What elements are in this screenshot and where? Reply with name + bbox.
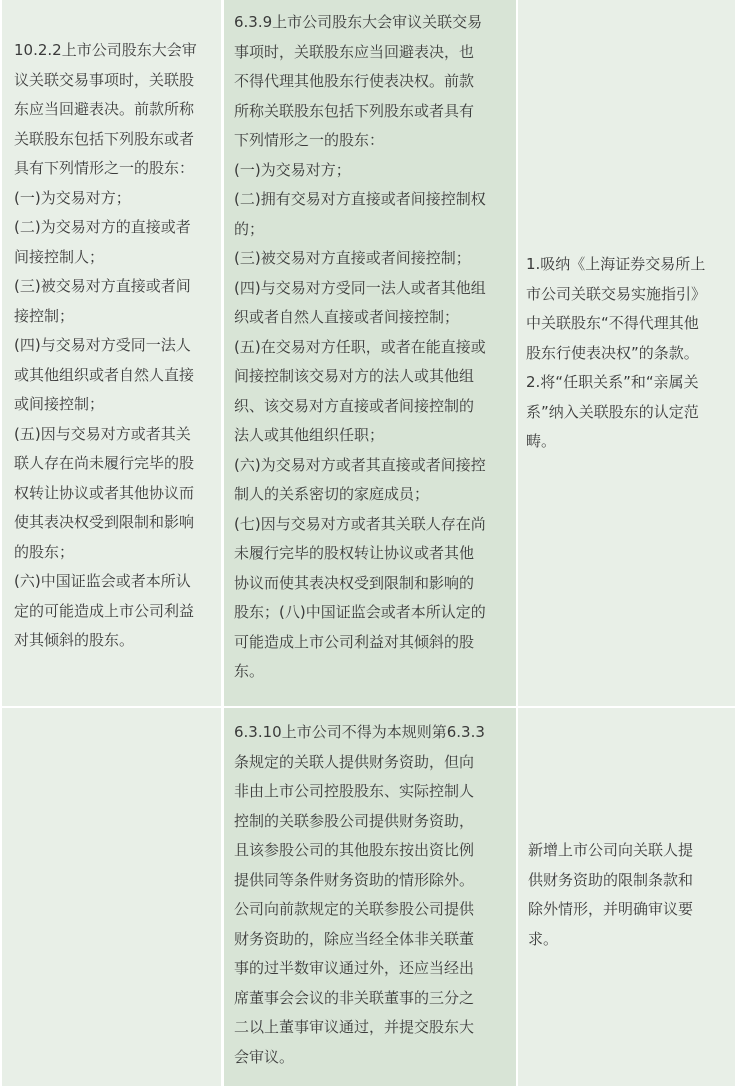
text-line: 权转让协议或者其他协议而 <box>14 483 195 502</box>
text-line: 对其倾斜的股东。 <box>14 631 135 649</box>
text-line: 10.2.2上市公司股东大会审 <box>14 41 197 59</box>
text-line: 中关联股东“不得代理其他 <box>526 314 699 332</box>
text-line: (六)为交易对方或者其直接或者间接控 <box>234 455 486 474</box>
text-line: 间接控制人； <box>14 247 105 266</box>
text-line: (三)被交易对方直接或者间 <box>14 277 191 295</box>
text-line: 议关联交易事项时，关联股 <box>14 70 195 89</box>
text-line: 席董事会会议的非关联董事的三分之 <box>234 988 475 1007</box>
text-line: (四)与交易对方受同一法人 <box>14 336 191 354</box>
text-line: 使其表决权受到限制和影响 <box>14 513 195 531</box>
text-line: 股东；(八)中国证监会或者本所认定的 <box>234 603 486 621</box>
text-line: 2.将“任职关系”和“亲属关 <box>526 373 699 391</box>
text-line: 定的可能造成上市公司利益 <box>14 601 195 620</box>
text-line: (七)因与交易对方或者其关联人存在尚 <box>234 514 486 533</box>
text-line: 联人存在尚未履行完毕的股 <box>14 454 195 472</box>
text-line: 不得代理其他股东行使表决权。前款 <box>234 72 475 90</box>
text-line: (一)为交易对方； <box>234 160 351 179</box>
text-line: 或间接控制； <box>14 395 105 413</box>
text-line: (四)与交易对方受同一法人或者其他组 <box>234 278 486 297</box>
text-line: 事的过半数审议通过外，还应当经出 <box>234 959 475 977</box>
text-line: 下列情形之一的股东： <box>234 131 385 149</box>
text-line: 可能造成上市公司利益对其倾斜的股 <box>234 632 475 651</box>
text-line: 求。 <box>528 929 559 948</box>
text-line: 控制的关联参股公司提供财务资助， <box>234 811 475 830</box>
text-line: 会审议。 <box>234 1047 295 1066</box>
text-line: 协议而使其表决权受到限制和影响的 <box>234 573 475 592</box>
text-line: 东。 <box>234 662 265 680</box>
text-line: 织、该交易对方直接或者间接控制的 <box>234 396 475 415</box>
note-cell <box>518 0 735 706</box>
text-line: 未履行完毕的股权转让协议或者其他 <box>234 544 475 562</box>
new-rule-cell <box>224 0 516 706</box>
text-line: 股东行使表决权”的条款。 <box>526 343 699 362</box>
text-line: 供财务资助的限制条款和 <box>528 870 694 889</box>
text-line: 织或者自然人直接或者间接控制； <box>234 308 460 326</box>
text-line: 6.3.10上市公司不得为本规则第6.3.3 <box>234 723 485 741</box>
text-line: (五)在交易对方任职，或者在能直接或 <box>234 337 486 356</box>
text-line: 公司向前款规定的关联参股公司提供 <box>234 900 475 918</box>
text-line: 事项时，关联股东应当回避表决，也 <box>234 42 475 61</box>
text-line: 或其他组织或者自然人直接 <box>14 365 195 384</box>
text-line: 且该参股公司的其他股东按出资比例 <box>234 841 475 859</box>
text-line: (二)为交易对方的直接或者 <box>14 218 191 236</box>
text-line: 东应当回避表决。前款所称 <box>14 100 195 118</box>
text-line: 市公司关联交易实施指引》 <box>526 284 707 303</box>
text-line: 6.3.9上市公司股东大会审议关联交易 <box>234 13 483 31</box>
text-line: 法人或其他组织任职； <box>234 426 385 444</box>
table-row <box>0 708 737 1086</box>
new-rule-cell <box>224 708 516 1086</box>
text-line: 关联股东包括下列股东或者 <box>14 129 195 148</box>
text-line: 新增上市公司向关联人提 <box>528 841 694 859</box>
text-line: (一)为交易对方； <box>14 188 131 207</box>
text-line: 的； <box>234 219 265 238</box>
text-line: (六)中国证监会或者本所认 <box>14 572 191 590</box>
text-line: 畴。 <box>526 432 557 450</box>
text-line: 除外情形，并明确审议要 <box>528 900 694 918</box>
text-line: 提供同等条件财务资助的情形除外。 <box>234 870 475 889</box>
old-rule-cell <box>2 0 221 706</box>
text-line: 条规定的关联人提供财务资助，但向 <box>234 752 475 771</box>
text-line: 间接控制该交易对方的法人或其他组 <box>234 367 475 385</box>
text-line: 非由上市公司控股股东、实际控制人 <box>234 782 475 800</box>
text-line: 系”纳入关联股东的认定范 <box>526 402 699 421</box>
text-line: 具有下列情形之一的股东： <box>14 159 195 177</box>
text-line: (二)拥有交易对方直接或者间接控制权 <box>234 190 486 208</box>
text-line: 制人的关系密切的家庭成员； <box>234 485 430 503</box>
old-rule-cell <box>2 708 221 1086</box>
note-cell <box>518 708 735 1086</box>
text-line: 财务资助的，除应当经全体非关联董 <box>234 929 475 948</box>
text-line: 的股东； <box>14 542 75 561</box>
text-line: 接控制； <box>14 306 75 325</box>
text-line: (五)因与交易对方或者其关 <box>14 424 191 443</box>
text-line: (三)被交易对方直接或者间接控制； <box>234 249 471 267</box>
text-line: 所称关联股东包括下列股东或者具有 <box>234 101 475 120</box>
text-line: 1.吸纳《上海证券交易所上 <box>526 255 706 273</box>
text-line: 二以上董事审议通过，并提交股东大 <box>234 1018 475 1036</box>
